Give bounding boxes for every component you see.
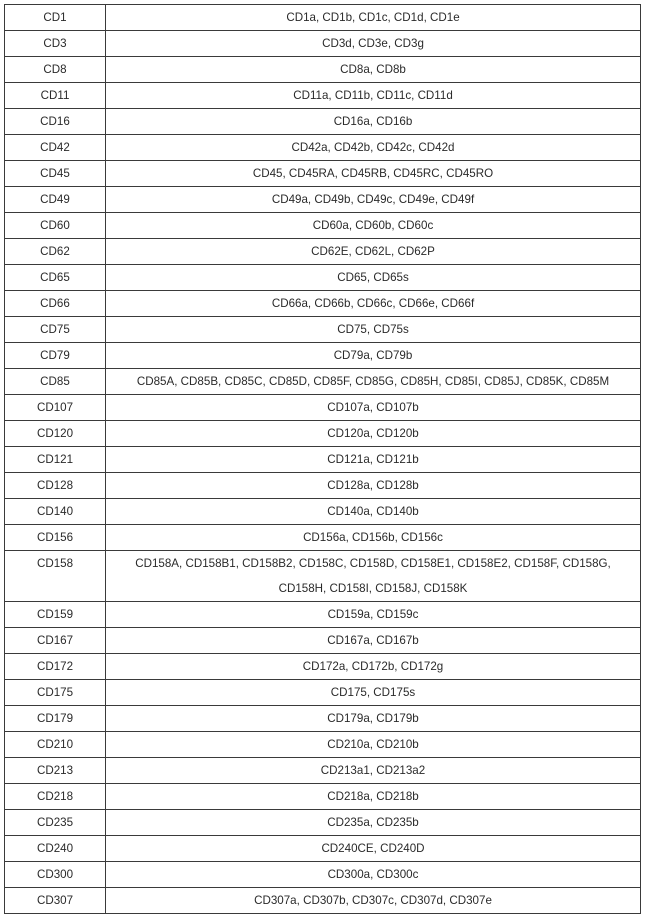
members-cell: CD300a, CD300c — [106, 862, 641, 888]
table-row — [5, 732, 641, 758]
cluster-cell: CD107 — [5, 395, 106, 421]
members-cell: CD65, CD65s — [106, 265, 641, 291]
cluster-cell: CD179 — [5, 706, 106, 732]
table-row — [5, 421, 641, 447]
cluster-cell: CD16 — [5, 109, 106, 135]
members-cell: CD120a, CD120b — [106, 421, 641, 447]
table-row — [5, 317, 641, 343]
table-row — [5, 602, 641, 628]
table-row — [5, 473, 641, 499]
table-row — [5, 551, 641, 602]
cluster-cell: CD65 — [5, 265, 106, 291]
table-row — [5, 654, 641, 680]
table-row — [5, 213, 641, 239]
members-cell: CD156a, CD156b, CD156c — [106, 525, 641, 551]
table-row — [5, 784, 641, 810]
cluster-cell: CD140 — [5, 499, 106, 525]
table-row — [5, 343, 641, 369]
members-cell: CD107a, CD107b — [106, 395, 641, 421]
members-cell: CD75, CD75s — [106, 317, 641, 343]
cluster-cell: CD128 — [5, 473, 106, 499]
table-row — [5, 187, 641, 213]
table-row — [5, 291, 641, 317]
members-cell: CD210a, CD210b — [106, 732, 641, 758]
table-row — [5, 525, 641, 551]
members-cell: CD62E, CD62L, CD62P — [106, 239, 641, 265]
cluster-cell: CD156 — [5, 525, 106, 551]
members-cell: CD172a, CD172b, CD172g — [106, 654, 641, 680]
cluster-cell: CD11 — [5, 83, 106, 109]
members-cell: CD79a, CD79b — [106, 343, 641, 369]
cluster-cell: CD218 — [5, 784, 106, 810]
cluster-cell: CD167 — [5, 628, 106, 654]
cluster-cell: CD210 — [5, 732, 106, 758]
members-cell: CD307a, CD307b, CD307c, CD307d, CD307e — [106, 888, 641, 914]
cluster-cell: CD235 — [5, 810, 106, 836]
members-cell: CD235a, CD235b — [106, 810, 641, 836]
table-row — [5, 862, 641, 888]
members-cell: CD42a, CD42b, CD42c, CD42d — [106, 135, 641, 161]
table-row — [5, 83, 641, 109]
table-row — [5, 31, 641, 57]
table-row — [5, 499, 641, 525]
cluster-cell: CD42 — [5, 135, 106, 161]
cluster-cell: CD213 — [5, 758, 106, 784]
members-cell: CD121a, CD121b — [106, 447, 641, 473]
table-row — [5, 161, 641, 187]
members-cell: CD66a, CD66b, CD66c, CD66e, CD66f — [106, 291, 641, 317]
members-cell: CD85A, CD85B, CD85C, CD85D, CD85F, CD85G, CD85H, CD85I, CD85J, CD85K, CD85M — [106, 369, 641, 395]
members-cell: CD16a, CD16b — [106, 109, 641, 135]
members-cell: CD45, CD45RA, CD45RB, CD45RC, CD45RO — [106, 161, 641, 187]
table-row — [5, 135, 641, 161]
cd-table-body — [5, 5, 641, 914]
table-row — [5, 239, 641, 265]
members-cell: CD60a, CD60b, CD60c — [106, 213, 641, 239]
cluster-cell: CD307 — [5, 888, 106, 914]
cluster-cell: CD45 — [5, 161, 106, 187]
table-row — [5, 57, 641, 83]
table-row — [5, 109, 641, 135]
table-row — [5, 810, 641, 836]
cluster-cell: CD240 — [5, 836, 106, 862]
members-cell: CD175, CD175s — [106, 680, 641, 706]
table-row — [5, 265, 641, 291]
cluster-cell: CD79 — [5, 343, 106, 369]
members-cell: CD159a, CD159c — [106, 602, 641, 628]
members-cell: CD167a, CD167b — [106, 628, 641, 654]
table-row — [5, 395, 641, 421]
cluster-cell: CD8 — [5, 57, 106, 83]
cluster-cell: CD60 — [5, 213, 106, 239]
table-row — [5, 836, 641, 862]
cluster-cell: CD66 — [5, 291, 106, 317]
table-row — [5, 628, 641, 654]
members-cell: CD3d, CD3e, CD3g — [106, 31, 641, 57]
members-cell: CD240CE, CD240D — [106, 836, 641, 862]
members-cell: CD49a, CD49b, CD49c, CD49e, CD49f — [106, 187, 641, 213]
table-row — [5, 758, 641, 784]
cluster-cell: CD300 — [5, 862, 106, 888]
table-row — [5, 706, 641, 732]
cluster-cell: CD121 — [5, 447, 106, 473]
members-cell: CD1a, CD1b, CD1c, CD1d, CD1e — [106, 5, 641, 31]
cluster-cell: CD1 — [5, 5, 106, 31]
members-cell: CD213a1, CD213a2 — [106, 758, 641, 784]
cluster-cell: CD62 — [5, 239, 106, 265]
table-row — [5, 369, 641, 395]
members-cell: CD179a, CD179b — [106, 706, 641, 732]
table-row — [5, 680, 641, 706]
cd-table — [4, 4, 641, 914]
members-cell: CD158A, CD158B1, CD158B2, CD158C, CD158D, CD158E1, CD158E2, CD158F, CD158G, CD158H, CD158I, CD158J, CD158K — [106, 551, 641, 602]
cd-table-container — [4, 4, 641, 914]
members-cell: CD140a, CD140b — [106, 499, 641, 525]
cluster-cell: CD3 — [5, 31, 106, 57]
cluster-cell: CD175 — [5, 680, 106, 706]
table-row — [5, 5, 641, 31]
members-cell: CD218a, CD218b — [106, 784, 641, 810]
cluster-cell: CD120 — [5, 421, 106, 447]
cluster-cell: CD85 — [5, 369, 106, 395]
cluster-cell: CD172 — [5, 654, 106, 680]
members-cell: CD8a, CD8b — [106, 57, 641, 83]
table-row — [5, 447, 641, 473]
members-cell: CD11a, CD11b, CD11c, CD11d — [106, 83, 641, 109]
cluster-cell: CD49 — [5, 187, 106, 213]
cluster-cell: CD75 — [5, 317, 106, 343]
cluster-cell: CD158 — [5, 551, 106, 602]
table-row — [5, 888, 641, 914]
members-cell: CD128a, CD128b — [106, 473, 641, 499]
cluster-cell: CD159 — [5, 602, 106, 628]
